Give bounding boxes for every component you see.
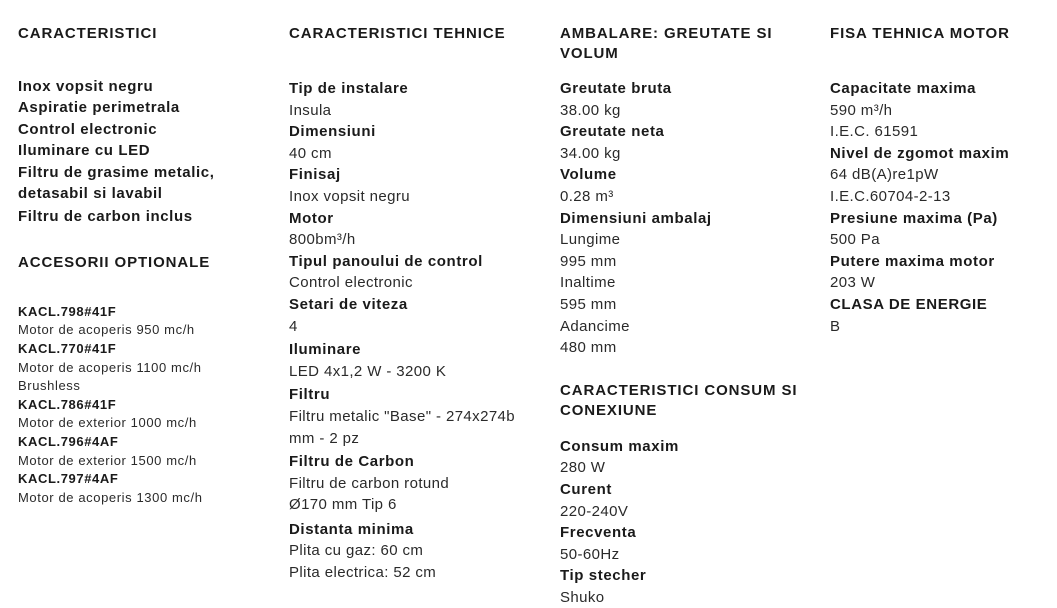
accessory-code: KACL.786#41F: [18, 396, 117, 412]
spec-value: LED 4x1,2 W - 3200 K: [289, 362, 447, 380]
spec-value: Filtru de carbon rotund: [289, 474, 450, 492]
spec-value: 0.28 m³: [560, 187, 614, 205]
consumption-specs-list: [560, 436, 820, 608]
spec-value: 995 mm: [560, 252, 617, 270]
spec-label: Greutate bruta: [560, 80, 672, 97]
spec-value: Filtru metalic "Base" - 274x274b: [289, 407, 516, 425]
feature-item: Inox vopsit negru: [18, 78, 154, 95]
packaging-title-line: VOLUM: [560, 45, 619, 62]
spec-value: 500 Pa: [830, 231, 880, 249]
spec-value: B: [830, 317, 841, 335]
accessory-code: KACL.798#41F: [18, 303, 117, 319]
spec-value: Adancime: [560, 317, 630, 335]
spec-label: Setari de viteza: [289, 295, 408, 313]
spec-value: 34.00 kg: [560, 144, 621, 162]
spec-label: Greutate neta: [560, 123, 665, 141]
feature-item: Aspiratie perimetrala: [18, 99, 180, 117]
packaging-specs-list: [560, 78, 820, 359]
feature-item: detasabil si lavabil: [18, 185, 163, 203]
spec-label: Capacitate maxima: [830, 80, 977, 97]
spec-label: Motor: [289, 209, 334, 227]
spec-label: Frecventa: [560, 524, 637, 542]
spec-label: Finisaj: [289, 166, 341, 184]
technical-specs-column: [289, 24, 549, 584]
accessory-desc: Motor de exterior 1000 mc/h: [18, 415, 197, 431]
spec-label: Presiune maxima (Pa): [830, 209, 998, 227]
feature-item: Filtru de grasime metalic,: [18, 163, 215, 181]
spec-value: 800bm³/h: [289, 231, 356, 249]
spec-label: Volume: [560, 166, 617, 184]
accessory-desc: Motor de acoperis 950 mc/h: [18, 322, 195, 338]
spec-value: 590 m³/h: [830, 101, 893, 119]
spec-value: mm - 2 pz: [289, 429, 360, 447]
spec-value: Insula: [289, 101, 332, 119]
spec-label: Filtru de Carbon: [289, 453, 415, 471]
spec-value: Control electronic: [289, 274, 413, 292]
spec-value: 203 W: [830, 274, 876, 292]
accessory-desc: Motor de exterior 1500 mc/h: [18, 452, 197, 468]
spec-value: Lungime: [560, 231, 621, 249]
spec-value: Shuko: [560, 588, 605, 606]
spec-label: Putere maxima motor: [830, 252, 995, 270]
spec-value: 38.00 kg: [560, 101, 621, 119]
accessory-code: KACL.797#4AF: [18, 471, 119, 487]
spec-value: Plita cu gaz: 60 cm: [289, 542, 424, 560]
spec-label: Iluminare: [289, 341, 362, 359]
feature-item: Filtru de carbon inclus: [18, 208, 193, 226]
spec-label: Dimensiuni: [289, 123, 376, 141]
spec-value: 595 mm: [560, 295, 617, 313]
spec-value: Plita electrica: 52 cm: [289, 564, 437, 582]
motor-sheet-title: FISA TEHNICA MOTOR: [830, 25, 1010, 42]
spec-label: Tip stecher: [560, 567, 647, 585]
features-column: [18, 24, 278, 507]
consumption-title: [560, 381, 820, 421]
accessories-title: ACCESORII OPTIONALE: [18, 253, 211, 271]
motor-sheet-column: [830, 24, 1055, 337]
spec-label: CLASA DE ENERGIE: [830, 295, 988, 313]
spec-value: 4: [289, 317, 298, 335]
accessory-desc: Motor de acoperis 1300 mc/h: [18, 489, 203, 505]
feature-item: Iluminare cu LED: [18, 142, 151, 160]
spec-label: Tip de instalare: [289, 80, 409, 97]
feature-item: Control electronic: [18, 120, 158, 138]
spec-label: Consum maxim: [560, 437, 679, 455]
spec-label: Tipul panoului de control: [289, 252, 483, 270]
spec-value: Ø170 mm Tip 6: [289, 496, 397, 514]
accessory-code: KACL.796#4AF: [18, 434, 119, 449]
spec-value: 64 dB(A)re1pW: [830, 166, 939, 184]
spec-value: I.E.C. 61591: [830, 123, 919, 141]
spec-label: Filtru: [289, 386, 331, 404]
packaging-title: [560, 24, 820, 64]
accessory-desc: Motor de acoperis 1100 mc/h: [18, 359, 202, 375]
accessory-code: KACL.770#41F: [18, 341, 117, 357]
spec-value: 280 W: [560, 459, 606, 477]
features-title: CARACTERISTICI: [18, 25, 158, 42]
spec-value: 40 cm: [289, 144, 332, 162]
spec-value: 220-240V: [560, 502, 629, 520]
spec-value: Inox vopsit negru: [289, 187, 411, 205]
packaging-column: [560, 24, 820, 608]
consumption-title-line: CARACTERISTICI CONSUM SI: [560, 381, 798, 399]
technical-specs-title: CARACTERISTICI TEHNICE: [289, 25, 506, 42]
spec-label: Nivel de zgomot maxim: [830, 144, 1010, 162]
spec-value: Inaltime: [560, 274, 616, 292]
spec-value: 50-60Hz: [560, 545, 620, 563]
consumption-title-line: CONEXIUNE: [560, 401, 658, 419]
features-list: [18, 76, 278, 228]
spec-label: Distanta minima: [289, 520, 414, 538]
spec-value: 480 mm: [560, 339, 617, 357]
spec-label: Dimensiuni ambalaj: [560, 209, 712, 227]
accessory-desc: Brushless: [18, 378, 81, 394]
accessories-list: [18, 303, 278, 508]
motor-specs-list: [830, 78, 1055, 337]
spec-label: Curent: [560, 480, 612, 498]
packaging-title-line: AMBALARE: GREUTATE SI: [560, 25, 773, 42]
spec-value: I.E.C.60704-2-13: [830, 187, 951, 205]
technical-specs-list: [289, 78, 549, 584]
